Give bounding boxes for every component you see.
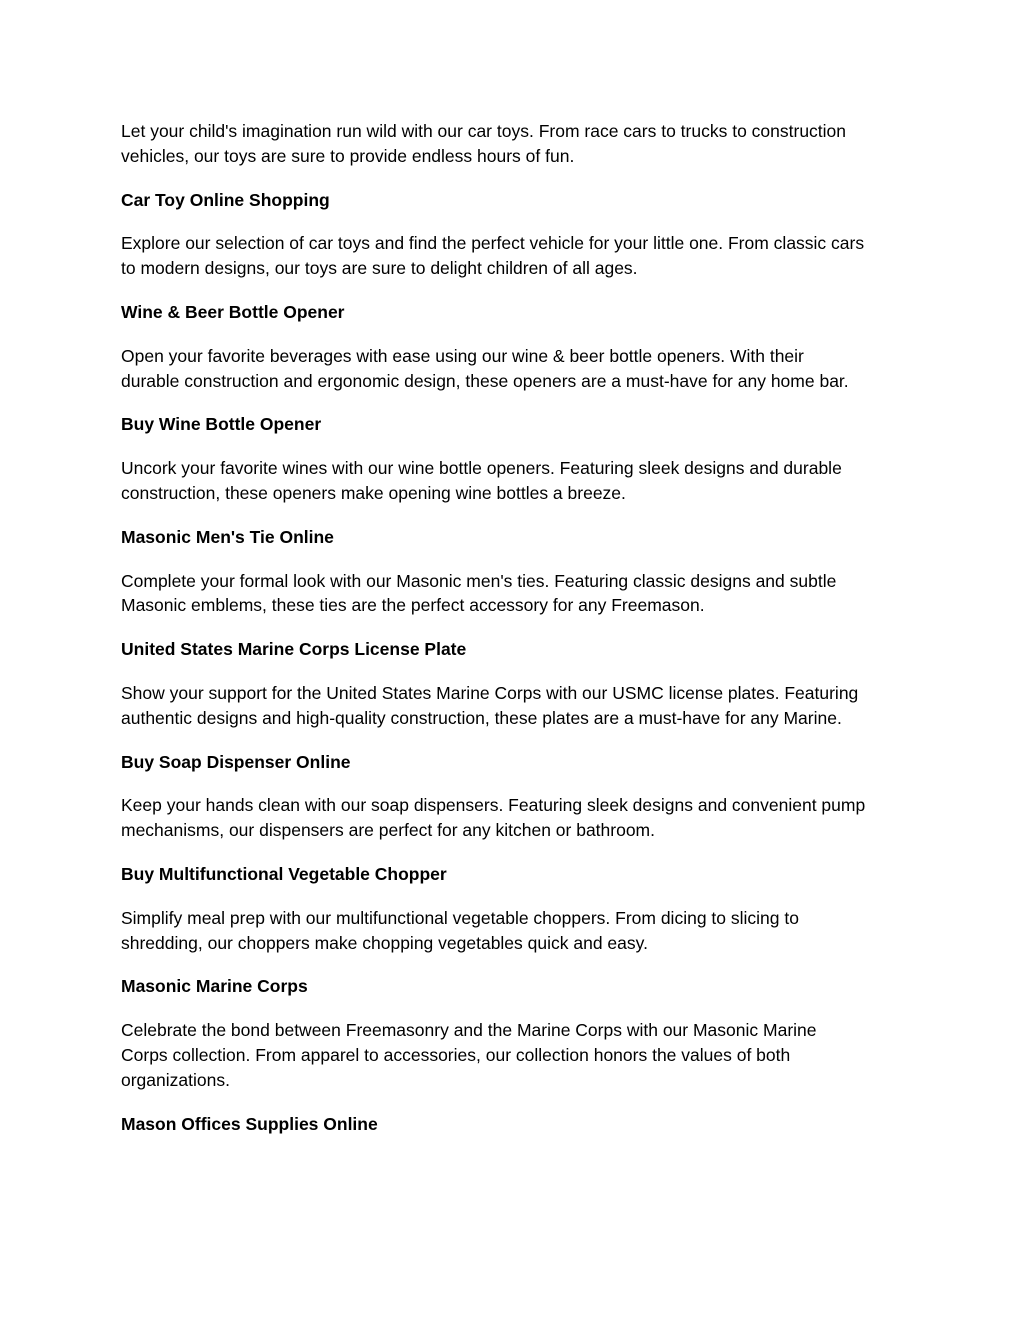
heading-masonic-mens-tie: Masonic Men's Tie Online (121, 526, 334, 547)
paragraph-wine-openers: Uncork your favorite wines with our wine bottle openers. Featuring sleek designs and durable construction, these openers make opening wine bottles a breeze. (121, 458, 842, 503)
heading-usmc-license-plate: United States Marine Corps License Plate (121, 639, 467, 660)
paragraph-masonic-marine-collection: Celebrate the bond between Freemasonry and the Marine Corps with our Masonic Marine Corps collection. From apparel to accessories, our collection honors the values of both organizations. (121, 1020, 817, 1090)
heading-wine-beer-bottle-opener: Wine & Beer Bottle Opener (121, 301, 345, 322)
heading-vegetable-chopper: Buy Multifunctional Vegetable Chopper (121, 863, 447, 884)
paragraph-soap-dispensers: Keep your hands clean with our soap dispensers. Featuring sleek designs and convenient pump mechanisms, our dispensers are perfect for any kitchen or bathroom. (121, 795, 866, 841)
document-page (121, 119, 921, 1136)
paragraph-car-toy-selection: Explore our selection of car toys and find the perfect vehicle for your little one. From classic cars to modern designs, our toys are sure to delight children of all ages. (121, 233, 865, 279)
paragraph-usmc-plates: Show your support for the United States Marine Corps with our USMC license plates. Featuring authentic designs and high-quality construction, these plates are a must-have for any Marine. (121, 682, 859, 728)
heading-buy-wine-bottle-opener: Buy Wine Bottle Opener (121, 414, 322, 435)
paragraph-car-toys-intro: Let your child's imagination run wild with our car toys. From race cars to trucks to construction vehicles, our toys are sure to provide endless hours of fun. (121, 121, 847, 166)
paragraph-vegetable-choppers: Simplify meal prep with our multifunctional vegetable choppers. From dicing to slicing to shredding, our choppers make chopping vegetables quick and easy. (121, 907, 799, 953)
paragraph-wine-beer-openers: Open your favorite beverages with ease using our wine & beer bottle openers. With their durable construction and ergonomic design, these openers are a must-have for any home bar. (121, 345, 849, 391)
heading-mason-office-supplies: Mason Offices Supplies Online (121, 1113, 378, 1134)
paragraph-masonic-ties: Complete your formal look with our Masonic men's ties. Featuring classic designs and subtle Masonic emblems, these ties are the perfect accessory for any Freemason. (121, 570, 837, 616)
heading-masonic-marine-corps: Masonic Marine Corps (121, 976, 308, 997)
heading-car-toy-online-shopping: Car Toy Online Shopping (121, 189, 330, 210)
heading-buy-soap-dispenser: Buy Soap Dispenser Online (121, 751, 351, 772)
